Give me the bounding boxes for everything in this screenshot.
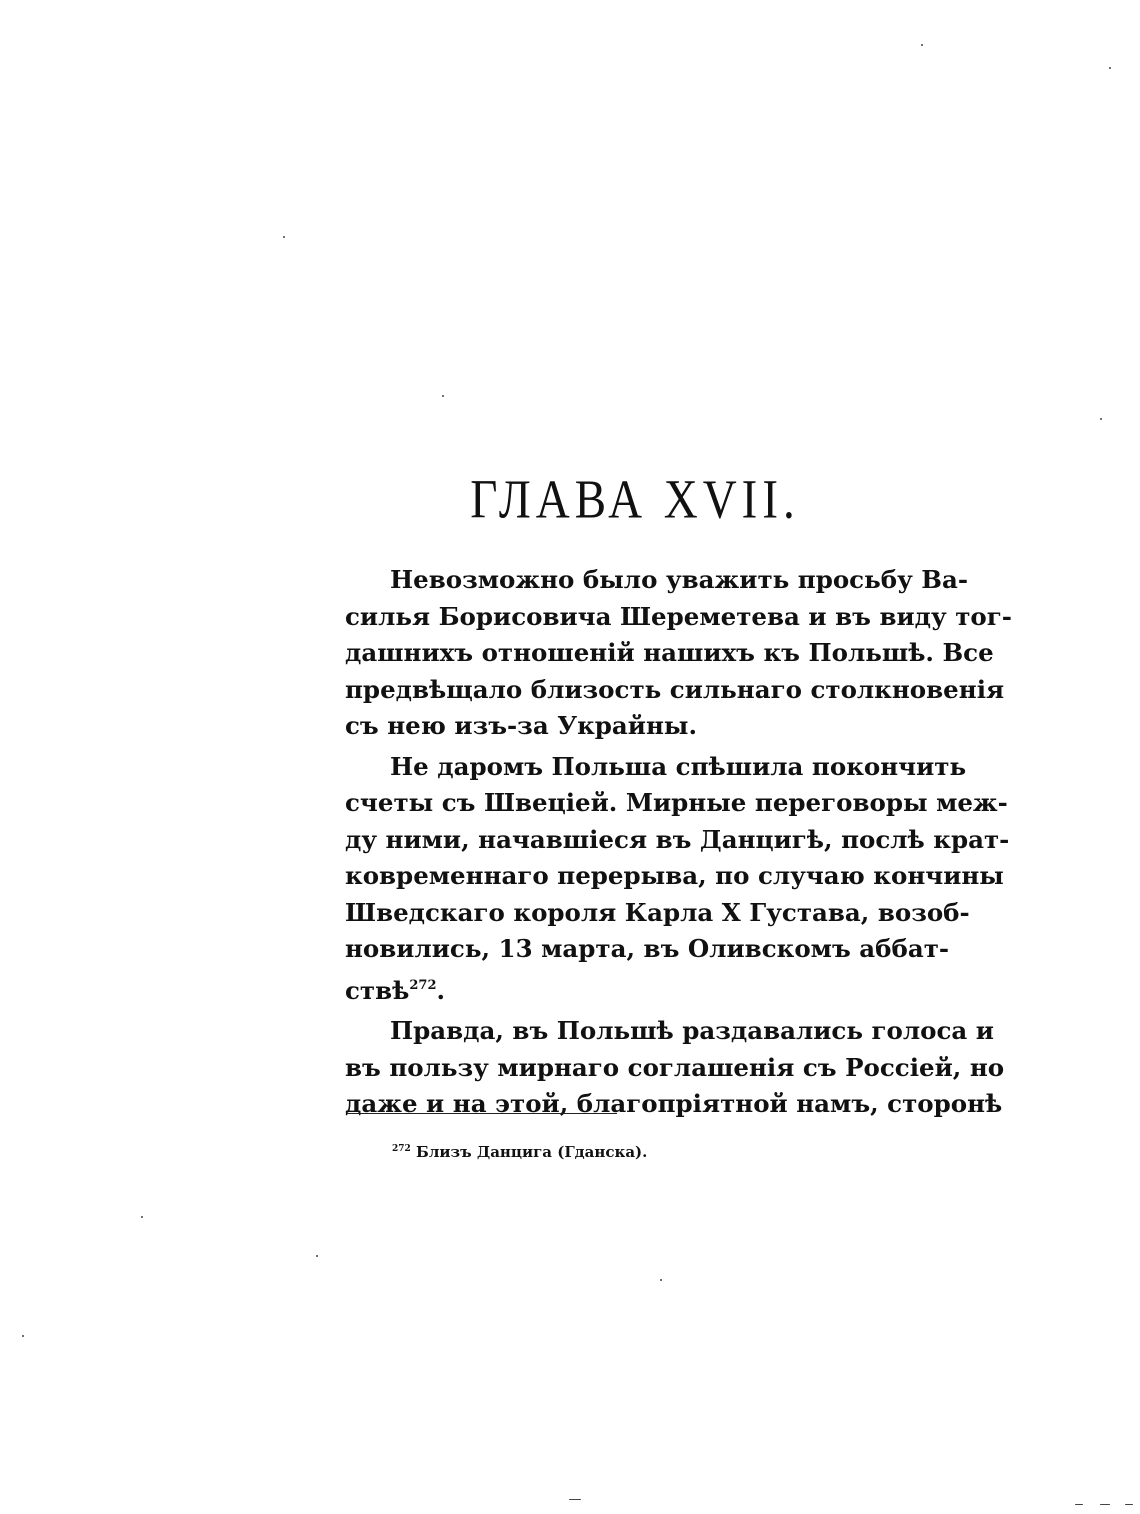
scan-speck [442,395,444,397]
text-line-with-footnote [345,968,933,1010]
scan-speck [316,1255,318,1257]
scan-speck [1100,418,1102,420]
paragraph-2 [345,749,1010,1010]
text-line: Не даромъ Польша спѣшила покончить [390,751,967,781]
text-line: въ пользу мирнаго соглашенія съ Россіей, но [345,1052,1005,1082]
paragraph-1 [345,562,1012,745]
text-line: Правда, въ Польшѣ раздавались голоса и [390,1016,994,1045]
scan-speck [283,236,285,238]
footnote-divider [347,1113,617,1114]
text-line: ду ними, начавшіеся въ Данцигѣ, послѣ крат- [345,824,1010,854]
scan-speck [569,1499,581,1500]
scan-speck [141,1216,143,1218]
footnote-text: Близъ Данцига (Гданска). [416,1143,648,1161]
footnote-ref[interactable]: 272 [409,977,437,993]
scan-speck [660,1279,662,1281]
text-line: съ нею изъ-за Украйны. [345,711,697,740]
body-text [345,562,1012,1123]
paragraph-3 [345,1013,1005,1123]
text-line: силья Борисовича Шереметева и въ виду тог- [345,601,1012,631]
text-fragment: . [436,975,446,1005]
text-line: Шведскаго короля Карла X Густава, возоб- [345,897,970,927]
scan-speck [22,1335,24,1337]
scan-speck [921,44,923,46]
text-line: новились, 13 марта, въ Оливскомъ аббат- [345,934,950,963]
text-line: предвѣщало близость сильнаго столкновенія [345,674,1005,704]
text-line: счеты съ Швеціей. Мирные переговоры меж- [345,788,1008,817]
text-fragment: ствѣ [345,975,410,1005]
scan-speck [1109,67,1111,69]
scan-speck [1075,1504,1083,1505]
text-line: дашнихъ отношеній нашихъ къ Польшѣ. Все [345,638,994,667]
footnote [392,1138,647,1163]
text-line: ковременнаго перерыва, по случаю кончины [345,861,1004,890]
text-line: Невозможно было уважить просьбу Ва- [390,565,969,594]
scan-speck [1125,1504,1133,1505]
footnote-number: 272 [392,1144,411,1154]
scan-speck [1100,1504,1110,1505]
text-line: даже и на этой, благопріятной намъ, сторонѣ [345,1089,1003,1118]
chapter-title: ГЛАВА XVII. [470,469,800,531]
